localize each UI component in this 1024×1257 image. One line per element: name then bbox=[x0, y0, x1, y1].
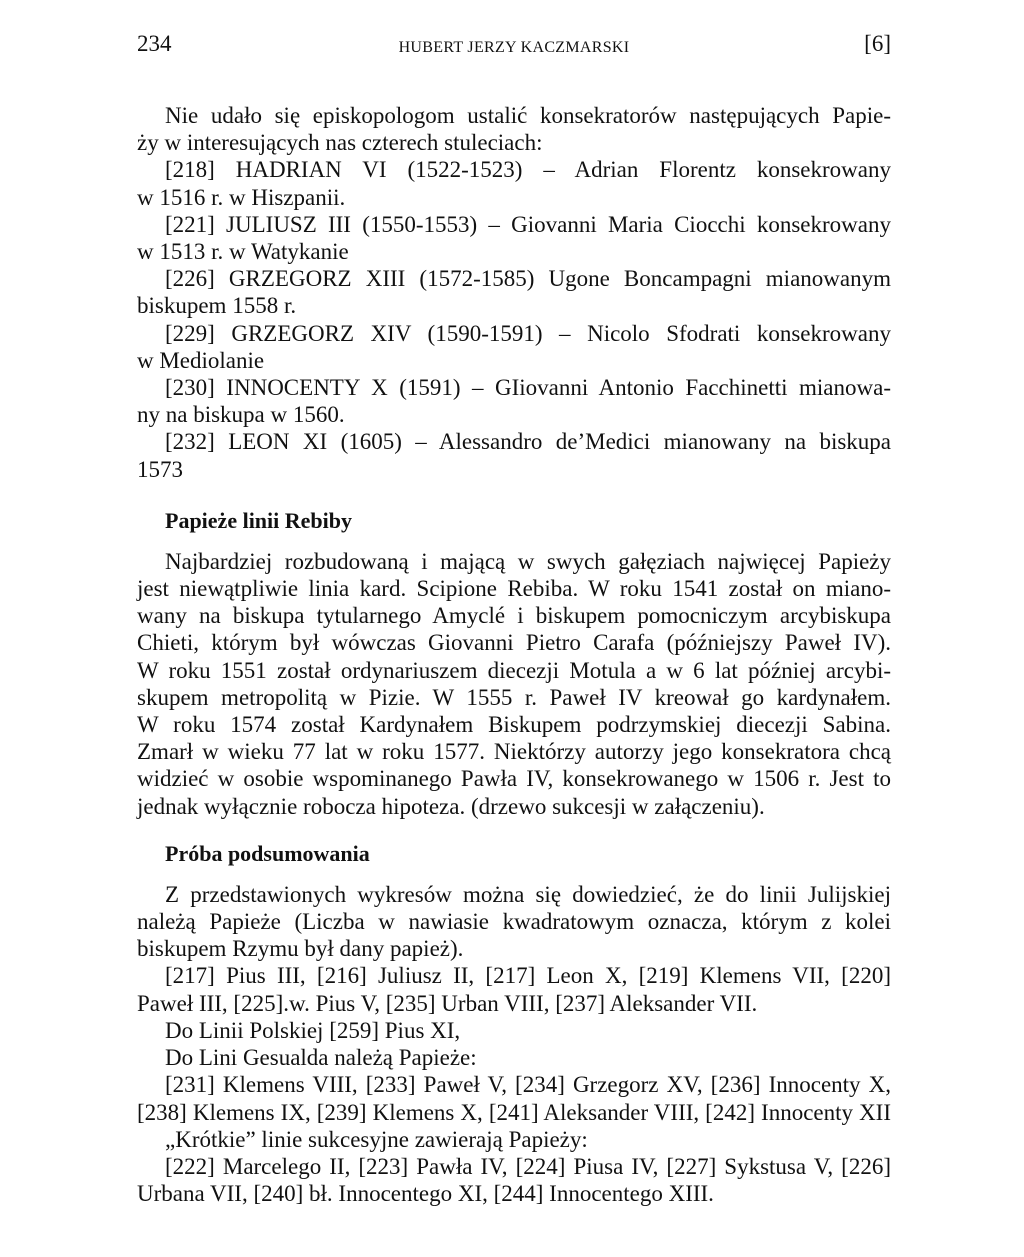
short-lines-intro: „Krótkie” linie sukcesyjne zawierają Papieży: bbox=[165, 1126, 588, 1152]
summary-line-1: Z przedstawionych wykresów można się dowiedzieć, że do linii Julijskiej bbox=[165, 881, 891, 907]
gesualdo-line-popes bbox=[137, 1071, 891, 1125]
section-marker: [6] bbox=[864, 31, 891, 56]
rebiby-line-4: Chieti, którym był wówczas Giovanni Pietro Carafa (późniejszy Paweł IV). bbox=[137, 630, 891, 656]
rebiby-line-3: wany na biskupa tytularnego Amyclé i biskupem pomocniczym arcybiskupa bbox=[137, 603, 891, 629]
julian-line-1: [217] Pius III, [216] Juliusz II, [217] Leon X, [219] Klemens VII, [220] bbox=[165, 963, 891, 989]
rebiby-line-10: jednak wyłącznie robocza hipoteza. (drzewo sukcesji w załączeniu). bbox=[137, 793, 765, 819]
short-line-2: Urbana VII, [240] bł. Innocentego XI, [244] Innocentego XIII. bbox=[137, 1181, 714, 1207]
summary-line-3: biskupem Rzymu był dany papież). bbox=[137, 936, 464, 962]
pope-entry-226-cont: biskupem 1558 r. bbox=[137, 293, 297, 319]
intro-line-1: Nie udało się episkopologom ustalić konsekratorów następujących Papie- bbox=[165, 103, 891, 128]
running-head-author: HUBERT JERZY KACZMARSKI bbox=[398, 39, 630, 56]
pope-entry-232-cont: 1573 bbox=[137, 456, 183, 482]
gesualdo-line-1: [231] Klemens VIII, [233] Paweł V, [234] Grzegorz XV, [236] Innocenty X, bbox=[165, 1072, 891, 1098]
pope-entry-229-cont: w Mediolanie bbox=[137, 347, 265, 373]
rebiby-line-7: W roku 1574 został Kardynałem Biskupem podrzymskiej diecezji Sabina. bbox=[137, 712, 891, 738]
pope-entry-221-cont: w 1513 r. w Watykanie bbox=[137, 239, 349, 265]
rebiby-paragraph bbox=[137, 548, 891, 820]
rebiby-line-2: jest niewątpliwie linia kard. Scipione Rebiba. W roku 1541 został on miano- bbox=[137, 576, 891, 602]
pope-list bbox=[137, 156, 891, 482]
rebiby-line-9: widzieć w osobie wspominanego Pawła IV, konsekrowanego w 1506 r. Jest to bbox=[137, 766, 891, 792]
julian-line-2: Paweł III, [225].w. Pius V, [235] Urban VIII, [237] Aleksander VII. bbox=[137, 990, 758, 1016]
section-heading-summary: Próba podsumowania bbox=[165, 840, 370, 866]
section-heading-rebiby: Papieże linii Rebiby bbox=[165, 507, 352, 533]
short-line-popes bbox=[137, 1153, 891, 1207]
pope-entry-221: [221] JULIUSZ III (1550-1553) – Giovanni Maria Ciocchi konsekrowany bbox=[165, 211, 891, 237]
page-number: 234 bbox=[137, 31, 172, 56]
rebiby-line-5: W roku 1551 został ordynariuszem diecezji Motula a w 6 lat później arcybi- bbox=[137, 657, 891, 683]
pope-entry-226: [226] GRZEGORZ XIII (1572-1585) Ugone Boncampagni mianowanym bbox=[165, 266, 891, 292]
short-line-1: [222] Marcelego II, [223] Pawła IV, [224] Piusa IV, [227] Sykstusa V, [226] bbox=[165, 1153, 891, 1179]
polish-line-popes: Do Linii Polskiej [259] Pius XI, bbox=[165, 1017, 461, 1043]
pope-entry-232: [232] LEON XI (1605) – Alessandro de’Medici mianowany na biskupa bbox=[165, 429, 891, 455]
summary-line-2: należą Papieże (Liczba w nawiasie kwadratowym oznacza, którym z kolei bbox=[137, 909, 891, 935]
intro-line-2: ży w interesujących nas czterech stuleciach: bbox=[137, 130, 543, 156]
running-head bbox=[137, 30, 891, 64]
pope-entry-230-cont: ny na biskupa w 1560. bbox=[137, 402, 345, 428]
pope-entry-230: [230] INNOCENTY X (1591) – GIiovanni Antonio Facchinetti mianowa- bbox=[165, 375, 891, 401]
rebiby-line-6: skupem metropolitą w Pizie. W 1555 r. Paweł IV kreował go kardynałem. bbox=[137, 684, 891, 710]
book-page bbox=[137, 30, 891, 1207]
gesualdo-intro: Do Lini Gesualda należą Papieże: bbox=[165, 1045, 477, 1071]
pope-entry-218: [218] HADRIAN VI (1522-1523) – Adrian Florentz konsekrowany bbox=[165, 157, 891, 183]
gesualdo-line-2: [238] Klemens IX, [239] Klemens X, [241] Aleksander VIII, [242] Innocenty XII bbox=[137, 1099, 891, 1125]
rebiby-line-1: Najbardziej rozbudowaną i mającą w swych gałęziach najwięcej Papieży bbox=[165, 548, 891, 574]
intro-paragraph bbox=[137, 102, 891, 156]
pope-entry-218-cont: w 1516 r. w Hiszpanii. bbox=[137, 184, 346, 210]
pope-entry-229: [229] GRZEGORZ XIV (1590-1591) – Nicolo Sfodrati konsekrowany bbox=[165, 320, 891, 346]
summary-intro bbox=[137, 881, 891, 963]
rebiby-line-8: Zmarł w wieku 77 lat w roku 1577. Niektórzy autorzy jego konsekratora chcą bbox=[137, 739, 891, 765]
julian-line-popes bbox=[137, 962, 891, 1016]
